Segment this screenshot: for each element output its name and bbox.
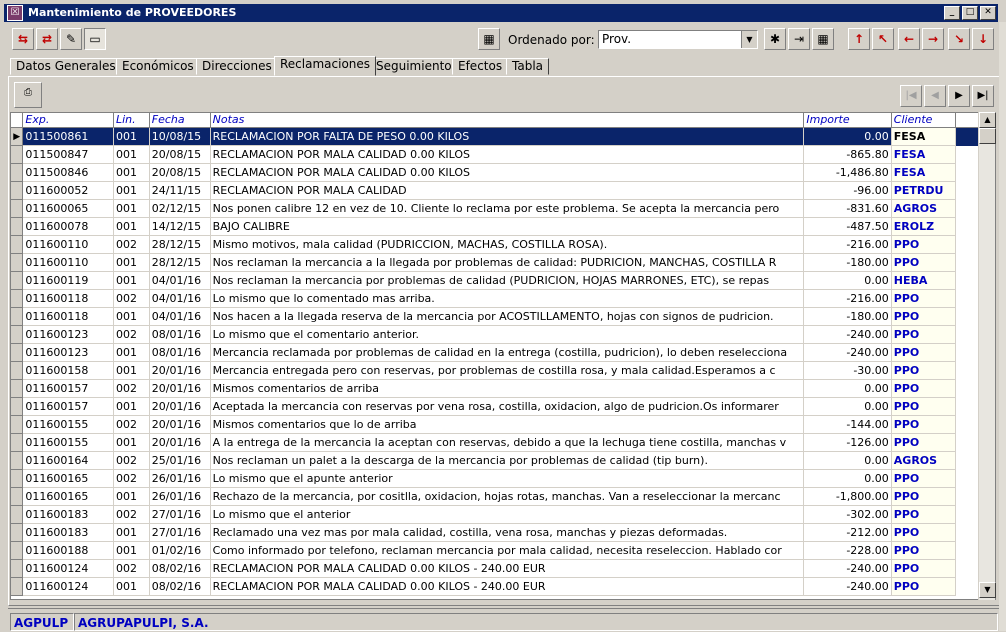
cell-cliente[interactable]: PPO bbox=[891, 344, 955, 362]
cell-cliente[interactable]: HEBA bbox=[891, 272, 955, 290]
cell-notas[interactable]: RECLAMACION POR MALA CALIDAD 0.00 KILOS bbox=[210, 164, 804, 182]
cell-fecha[interactable]: 25/01/16 bbox=[149, 452, 210, 470]
table-row[interactable] bbox=[11, 200, 995, 218]
cell-lin[interactable]: 001 bbox=[113, 254, 149, 272]
cell-fecha[interactable]: 20/01/16 bbox=[149, 416, 210, 434]
row-indicator[interactable] bbox=[11, 524, 23, 542]
prev-record-icon[interactable]: ◀ bbox=[924, 85, 946, 107]
row-indicator[interactable] bbox=[11, 560, 23, 578]
cell-fecha[interactable]: 27/01/16 bbox=[149, 524, 210, 542]
table-row[interactable] bbox=[11, 128, 995, 146]
cell-cliente[interactable]: FESA bbox=[891, 164, 955, 182]
cell-fecha[interactable]: 26/01/16 bbox=[149, 488, 210, 506]
cell-notas[interactable]: Mismo motivos, mala calidad (PUDRICCION, MACHAS, COSTILLA ROSA). bbox=[210, 236, 804, 254]
arrow-down-right-icon[interactable]: ↘ bbox=[948, 28, 970, 50]
row-indicator[interactable] bbox=[11, 290, 23, 308]
cell-lin[interactable]: 001 bbox=[113, 308, 149, 326]
cell-exp[interactable]: 011600155 bbox=[23, 416, 114, 434]
cell-notas[interactable]: RECLAMACION POR FALTA DE PESO 0.00 KILOS bbox=[210, 128, 804, 146]
cell-importe[interactable]: -96.00 bbox=[804, 182, 891, 200]
header-indicator bbox=[11, 113, 23, 128]
cell-notas[interactable]: Lo mismo que el apunte anterior bbox=[210, 470, 804, 488]
cell-fecha[interactable]: 02/12/15 bbox=[149, 200, 210, 218]
table-row[interactable] bbox=[11, 488, 995, 506]
row-indicator[interactable] bbox=[11, 344, 23, 362]
cell-importe[interactable]: 0.00 bbox=[804, 128, 891, 146]
cell-notas[interactable]: RECLAMACION POR MALA CALIDAD 0.00 KILOS bbox=[210, 146, 804, 164]
cell-cliente[interactable]: PPO bbox=[891, 326, 955, 344]
cell-exp[interactable]: 011500861 bbox=[23, 128, 114, 146]
last-record-icon[interactable]: ▶| bbox=[972, 85, 994, 107]
cell-lin[interactable]: 002 bbox=[113, 236, 149, 254]
cell-cliente[interactable]: PETRDU bbox=[891, 182, 955, 200]
column-header-importe[interactable]: Importe bbox=[804, 113, 891, 128]
cell-notas[interactable]: RECLAMACION POR MALA CALIDAD 0.00 KILOS - 240.00 EUR bbox=[210, 578, 804, 596]
cell-cliente[interactable]: PPO bbox=[891, 578, 955, 596]
cell-exp[interactable]: 011500847 bbox=[23, 146, 114, 164]
cell-cliente[interactable]: PPO bbox=[891, 506, 955, 524]
cell-importe[interactable]: 0.00 bbox=[804, 470, 891, 488]
cell-lin[interactable]: 002 bbox=[113, 290, 149, 308]
cell-importe[interactable]: -216.00 bbox=[804, 236, 891, 254]
cell-notas[interactable]: Reclamado una vez mas por mala calidad, costilla, vena rosa, manchas y piezas deformadas. bbox=[210, 524, 804, 542]
column-header-fecha[interactable]: Fecha bbox=[149, 113, 210, 128]
table-row[interactable] bbox=[11, 182, 995, 200]
tab-reclamaciones[interactable]: Reclamaciones bbox=[274, 56, 376, 76]
cell-importe[interactable]: -1,800.00 bbox=[804, 488, 891, 506]
status-bar bbox=[8, 608, 1000, 630]
cell-cliente[interactable]: PPO bbox=[891, 290, 955, 308]
row-indicator[interactable] bbox=[11, 164, 23, 182]
tab-direcciones[interactable]: Direcciones bbox=[196, 58, 278, 75]
arrow-up-icon[interactable]: ↑ bbox=[848, 28, 870, 50]
cell-notas[interactable]: Nos reclaman un palet a la descarga de la mercancia por problemas de calidad (tip burn). bbox=[210, 452, 804, 470]
status-provider-name: AGRUPAPULPI, S.A. bbox=[74, 613, 998, 631]
cell-exp[interactable]: 011600155 bbox=[23, 434, 114, 452]
cell-fecha[interactable]: 10/08/15 bbox=[149, 128, 210, 146]
minimize-button[interactable]: _ bbox=[944, 6, 960, 20]
cell-lin[interactable]: 001 bbox=[113, 218, 149, 236]
cell-fecha[interactable]: 08/02/16 bbox=[149, 560, 210, 578]
cell-lin[interactable]: 002 bbox=[113, 470, 149, 488]
table-row[interactable] bbox=[11, 254, 995, 272]
cell-lin[interactable]: 001 bbox=[113, 344, 149, 362]
cell-importe[interactable]: -240.00 bbox=[804, 344, 891, 362]
cell-notas[interactable]: RECLAMACION POR MALA CALIDAD bbox=[210, 182, 804, 200]
title-bar bbox=[4, 4, 998, 22]
cell-cliente[interactable]: FESA bbox=[891, 146, 955, 164]
row-indicator[interactable] bbox=[11, 218, 23, 236]
cell-exp[interactable]: 011600110 bbox=[23, 254, 114, 272]
cell-cliente[interactable]: PPO bbox=[891, 542, 955, 560]
cell-cliente[interactable]: PPO bbox=[891, 488, 955, 506]
cell-notas[interactable]: Nos hacen a la llegada reserva de la mercancia por ACOSTILLAMENTO, hojas con signos de pudricion. bbox=[210, 308, 804, 326]
cell-notas[interactable]: Como informado por telefono, reclaman mercancia por mala calidad, necesita reseleccion. Hablado cor bbox=[210, 542, 804, 560]
cell-notas[interactable]: RECLAMACION POR MALA CALIDAD 0.00 KILOS - 240.00 EUR bbox=[210, 560, 804, 578]
row-indicator[interactable] bbox=[11, 380, 23, 398]
cell-fecha[interactable]: 20/01/16 bbox=[149, 398, 210, 416]
cell-importe[interactable]: -240.00 bbox=[804, 326, 891, 344]
cell-cliente[interactable]: PPO bbox=[891, 254, 955, 272]
table-row[interactable] bbox=[11, 506, 995, 524]
cell-fecha[interactable]: 20/01/16 bbox=[149, 434, 210, 452]
row-indicator[interactable] bbox=[11, 434, 23, 452]
order-select[interactable] bbox=[598, 30, 758, 49]
cell-cliente[interactable]: PPO bbox=[891, 236, 955, 254]
cell-importe[interactable]: 0.00 bbox=[804, 398, 891, 416]
cell-exp[interactable]: 011600065 bbox=[23, 200, 114, 218]
edit-icon[interactable]: ✎ bbox=[60, 28, 82, 50]
cell-notas[interactable]: Nos reclaman la mercancia a la llegada por problemas de calidad: PUDRICION, MANCHAS, COSTILLA R bbox=[210, 254, 804, 272]
cell-cliente[interactable]: PPO bbox=[891, 470, 955, 488]
cell-exp[interactable]: 011600118 bbox=[23, 308, 114, 326]
cell-importe[interactable]: -212.00 bbox=[804, 524, 891, 542]
cell-lin[interactable]: 001 bbox=[113, 434, 149, 452]
arrow-down-icon[interactable]: ↓ bbox=[972, 28, 994, 50]
row-indicator[interactable] bbox=[11, 416, 23, 434]
cell-lin[interactable]: 001 bbox=[113, 200, 149, 218]
cell-exp[interactable]: 011600110 bbox=[23, 236, 114, 254]
arrow-right-icon[interactable]: → bbox=[922, 28, 944, 50]
table-row[interactable] bbox=[11, 362, 995, 380]
row-indicator[interactable] bbox=[11, 488, 23, 506]
table-row[interactable] bbox=[11, 272, 995, 290]
table-row[interactable] bbox=[11, 524, 995, 542]
column-header-cliente[interactable]: Cliente bbox=[891, 113, 955, 128]
table-row[interactable] bbox=[11, 164, 995, 182]
cell-cliente[interactable]: PPO bbox=[891, 524, 955, 542]
cell-fecha[interactable]: 20/01/16 bbox=[149, 362, 210, 380]
grid-icon[interactable]: ▦ bbox=[812, 28, 834, 50]
cell-importe[interactable]: -302.00 bbox=[804, 506, 891, 524]
table-row[interactable] bbox=[11, 146, 995, 164]
table-row[interactable] bbox=[11, 560, 995, 578]
app-icon[interactable]: ☒ bbox=[7, 5, 23, 21]
tab-efectos[interactable]: Efectos bbox=[452, 58, 508, 75]
cell-importe[interactable]: -831.60 bbox=[804, 200, 891, 218]
cell-lin[interactable]: 001 bbox=[113, 398, 149, 416]
cell-lin[interactable]: 001 bbox=[113, 362, 149, 380]
table-row[interactable] bbox=[11, 290, 995, 308]
table-row[interactable] bbox=[11, 470, 995, 488]
cell-exp[interactable]: 011500846 bbox=[23, 164, 114, 182]
cell-notas[interactable]: Nos ponen calibre 12 en vez de 10. Cliente lo reclama por este problema. Se acepta la mercancia pero bbox=[210, 200, 804, 218]
cell-fecha[interactable]: 28/12/15 bbox=[149, 236, 210, 254]
cell-exp[interactable]: 011600123 bbox=[23, 344, 114, 362]
row-indicator[interactable] bbox=[11, 254, 23, 272]
row-indicator[interactable] bbox=[11, 200, 23, 218]
chevron-down-icon[interactable]: ▼ bbox=[741, 31, 757, 48]
scroll-up-icon[interactable]: ▲ bbox=[979, 112, 996, 128]
cell-importe[interactable]: -30.00 bbox=[804, 362, 891, 380]
row-indicator[interactable] bbox=[11, 326, 23, 344]
cell-cliente[interactable]: AGROS bbox=[891, 452, 955, 470]
cell-cliente[interactable]: EROLZ bbox=[891, 218, 955, 236]
scroll-thumb[interactable] bbox=[979, 128, 996, 144]
cell-notas[interactable]: BAJO CALIBRE bbox=[210, 218, 804, 236]
cell-fecha[interactable]: 27/01/16 bbox=[149, 506, 210, 524]
tab-datos-generales[interactable]: Datos Generales bbox=[10, 58, 122, 75]
table-row[interactable] bbox=[11, 308, 995, 326]
window-title: Mantenimiento de PROVEEDORES bbox=[28, 6, 237, 19]
cell-exp[interactable]: 011600165 bbox=[23, 488, 114, 506]
cell-exp[interactable]: 011600183 bbox=[23, 506, 114, 524]
cell-lin[interactable]: 002 bbox=[113, 452, 149, 470]
cell-lin[interactable]: 001 bbox=[113, 542, 149, 560]
row-indicator[interactable] bbox=[11, 506, 23, 524]
cell-exp[interactable]: 011600183 bbox=[23, 524, 114, 542]
cell-cliente[interactable]: PPO bbox=[891, 416, 955, 434]
first-record-icon[interactable]: |◀ bbox=[900, 85, 922, 107]
cell-importe[interactable]: -180.00 bbox=[804, 254, 891, 272]
insert-row-icon[interactable]: ⇆ bbox=[12, 28, 34, 50]
maximize-button[interactable]: □ bbox=[962, 6, 978, 20]
cell-notas[interactable]: Mismos comentarios de arriba bbox=[210, 380, 804, 398]
cell-importe[interactable]: -1,486.80 bbox=[804, 164, 891, 182]
cell-fecha[interactable]: 20/08/15 bbox=[149, 164, 210, 182]
cell-notas[interactable]: Nos reclaman la mercancia por problemas de calidad (PUDRICION, HOJAS MARRONES, ETC), se repas bbox=[210, 272, 804, 290]
table-row[interactable] bbox=[11, 578, 995, 596]
claims-grid bbox=[10, 112, 996, 600]
filter-icon[interactable]: ✱ bbox=[764, 28, 786, 50]
cell-cliente[interactable]: PPO bbox=[891, 398, 955, 416]
next-record-icon[interactable]: ▶ bbox=[948, 85, 970, 107]
cell-fecha[interactable]: 08/02/16 bbox=[149, 578, 210, 596]
status-provider-code: AGPULP bbox=[10, 613, 74, 631]
row-indicator[interactable] bbox=[11, 578, 23, 596]
cell-lin[interactable]: 002 bbox=[113, 380, 149, 398]
row-indicator[interactable] bbox=[11, 146, 23, 164]
cell-importe[interactable]: -126.00 bbox=[804, 434, 891, 452]
cell-lin[interactable]: 001 bbox=[113, 128, 149, 146]
cell-cliente[interactable]: PPO bbox=[891, 380, 955, 398]
table-row[interactable] bbox=[11, 326, 995, 344]
cell-notas[interactable]: Lo mismo que el anterior bbox=[210, 506, 804, 524]
cell-importe[interactable]: -240.00 bbox=[804, 578, 891, 596]
cell-fecha[interactable]: 04/01/16 bbox=[149, 308, 210, 326]
arrow-up-left-icon[interactable]: ↖ bbox=[872, 28, 894, 50]
cell-cliente[interactable]: AGROS bbox=[891, 200, 955, 218]
row-indicator[interactable] bbox=[11, 272, 23, 290]
table-row[interactable] bbox=[11, 344, 995, 362]
cell-exp[interactable]: 011600052 bbox=[23, 182, 114, 200]
cell-fecha[interactable]: 04/01/16 bbox=[149, 290, 210, 308]
cell-lin[interactable]: 001 bbox=[113, 182, 149, 200]
table-row[interactable] bbox=[11, 542, 995, 560]
cell-notas[interactable]: Mismos comentarios que lo de arriba bbox=[210, 416, 804, 434]
cell-lin[interactable]: 002 bbox=[113, 326, 149, 344]
cell-fecha[interactable]: 08/01/16 bbox=[149, 326, 210, 344]
row-indicator[interactable] bbox=[11, 452, 23, 470]
cell-fecha[interactable]: 28/12/15 bbox=[149, 254, 210, 272]
cell-fecha[interactable]: 04/01/16 bbox=[149, 272, 210, 290]
cell-fecha[interactable]: 20/01/16 bbox=[149, 380, 210, 398]
table-row[interactable] bbox=[11, 380, 995, 398]
row-indicator[interactable]: ▶ bbox=[11, 128, 23, 146]
row-indicator[interactable] bbox=[11, 470, 23, 488]
cell-exp[interactable]: 011600157 bbox=[23, 398, 114, 416]
cell-importe[interactable]: -240.00 bbox=[804, 560, 891, 578]
cell-lin[interactable]: 001 bbox=[113, 524, 149, 542]
order-select-value: Prov. bbox=[602, 32, 632, 46]
column-header-notas[interactable]: Notas bbox=[210, 113, 804, 128]
cell-fecha[interactable]: 01/02/16 bbox=[149, 542, 210, 560]
table-row[interactable] bbox=[11, 416, 995, 434]
cell-fecha[interactable]: 14/12/15 bbox=[149, 218, 210, 236]
window-edge bbox=[999, 22, 1006, 631]
cell-exp[interactable]: 011600124 bbox=[23, 578, 114, 596]
tab-seguimiento[interactable]: Seguimiento bbox=[370, 58, 458, 75]
cell-exp[interactable]: 011600157 bbox=[23, 380, 114, 398]
cell-importe[interactable]: -180.00 bbox=[804, 308, 891, 326]
cell-importe[interactable]: -865.80 bbox=[804, 146, 891, 164]
cell-lin[interactable]: 001 bbox=[113, 272, 149, 290]
cell-importe[interactable]: 0.00 bbox=[804, 380, 891, 398]
order-label: Ordenado por: bbox=[508, 33, 595, 47]
cell-fecha[interactable]: 26/01/16 bbox=[149, 470, 210, 488]
cell-cliente[interactable]: FESA bbox=[891, 128, 955, 146]
close-button[interactable]: ✕ bbox=[980, 6, 996, 20]
cell-lin[interactable]: 001 bbox=[113, 578, 149, 596]
cell-cliente[interactable]: PPO bbox=[891, 560, 955, 578]
table-row[interactable] bbox=[11, 218, 995, 236]
cell-exp[interactable]: 011600158 bbox=[23, 362, 114, 380]
table-row[interactable] bbox=[11, 452, 995, 470]
cell-exp[interactable]: 011600188 bbox=[23, 542, 114, 560]
cell-notas[interactable]: Mercancia entregada pero con reservas, por problemas de costilla rosa, y mala calidad.Esperamos a c bbox=[210, 362, 804, 380]
cell-lin[interactable]: 001 bbox=[113, 164, 149, 182]
row-indicator[interactable] bbox=[11, 362, 23, 380]
grid-header bbox=[11, 113, 995, 128]
cell-lin[interactable]: 002 bbox=[113, 560, 149, 578]
delete-row-icon[interactable]: ⇄ bbox=[36, 28, 58, 50]
cell-importe[interactable]: -487.50 bbox=[804, 218, 891, 236]
cell-exp[interactable]: 011600123 bbox=[23, 326, 114, 344]
toolbar bbox=[4, 24, 998, 56]
table-row[interactable] bbox=[11, 434, 995, 452]
cell-exp[interactable]: 011600118 bbox=[23, 290, 114, 308]
cell-exp[interactable]: 011600164 bbox=[23, 452, 114, 470]
cell-lin[interactable]: 001 bbox=[113, 488, 149, 506]
column-header-lin[interactable]: Lin. bbox=[113, 113, 149, 128]
cell-cliente[interactable]: PPO bbox=[891, 434, 955, 452]
cell-fecha[interactable]: 24/11/15 bbox=[149, 182, 210, 200]
cell-exp[interactable]: 011600165 bbox=[23, 470, 114, 488]
tab-economicos[interactable]: Económicos bbox=[116, 58, 200, 75]
cell-notas[interactable]: Mercancia reclamada por problemas de calidad en la entrega (costilla, pudricion), lo deben reselecciona bbox=[210, 344, 804, 362]
cell-exp[interactable]: 011600078 bbox=[23, 218, 114, 236]
row-indicator[interactable] bbox=[11, 182, 23, 200]
cell-cliente[interactable]: PPO bbox=[891, 308, 955, 326]
cell-cliente[interactable]: PPO bbox=[891, 362, 955, 380]
cell-lin[interactable]: 001 bbox=[113, 146, 149, 164]
cell-importe[interactable]: 0.00 bbox=[804, 272, 891, 290]
cell-fecha[interactable]: 08/01/16 bbox=[149, 344, 210, 362]
tab-tabla[interactable]: Tabla bbox=[506, 58, 549, 75]
column-header-exp[interactable]: Exp. bbox=[23, 113, 114, 128]
vertical-scrollbar[interactable] bbox=[978, 112, 995, 600]
cell-importe[interactable]: -216.00 bbox=[804, 290, 891, 308]
cell-exp[interactable]: 011600124 bbox=[23, 560, 114, 578]
cell-importe[interactable]: -228.00 bbox=[804, 542, 891, 560]
calendar-icon[interactable]: ▦ bbox=[478, 28, 500, 50]
row-indicator[interactable] bbox=[11, 542, 23, 560]
cell-lin[interactable]: 002 bbox=[113, 506, 149, 524]
cell-notas[interactable]: Lo mismo que el comentario anterior. bbox=[210, 326, 804, 344]
cell-notas[interactable]: Aceptada la mercancia con reservas por vena rosa, costilla, oxidacion, algo de pudricion.Os informarer bbox=[210, 398, 804, 416]
row-indicator[interactable] bbox=[11, 236, 23, 254]
cell-notas[interactable]: A la entrega de la mercancia la aceptan con reservas, debido a que la lechuga tiene costilla, manchas v bbox=[210, 434, 804, 452]
cell-fecha[interactable]: 20/08/15 bbox=[149, 146, 210, 164]
row-indicator[interactable] bbox=[11, 308, 23, 326]
cell-exp[interactable]: 011600119 bbox=[23, 272, 114, 290]
export-icon[interactable]: ⇥ bbox=[788, 28, 810, 50]
scroll-down-icon[interactable]: ▼ bbox=[979, 582, 996, 598]
row-indicator[interactable] bbox=[11, 398, 23, 416]
print-icon[interactable]: ⎙ bbox=[14, 82, 42, 108]
cell-notas[interactable]: Lo mismo que lo comentado mas arriba. bbox=[210, 290, 804, 308]
cell-notas[interactable]: Rechazo de la mercancia, por cositlla, oxidacion, hojas rotas, manchas. Van a reseleccionar la mercanc bbox=[210, 488, 804, 506]
folder-icon[interactable]: ▭ bbox=[84, 28, 106, 50]
arrow-left-icon[interactable]: ← bbox=[898, 28, 920, 50]
cell-lin[interactable]: 002 bbox=[113, 416, 149, 434]
table-row[interactable] bbox=[11, 236, 995, 254]
table-row[interactable] bbox=[11, 398, 995, 416]
cell-importe[interactable]: 0.00 bbox=[804, 452, 891, 470]
cell-importe[interactable]: -144.00 bbox=[804, 416, 891, 434]
